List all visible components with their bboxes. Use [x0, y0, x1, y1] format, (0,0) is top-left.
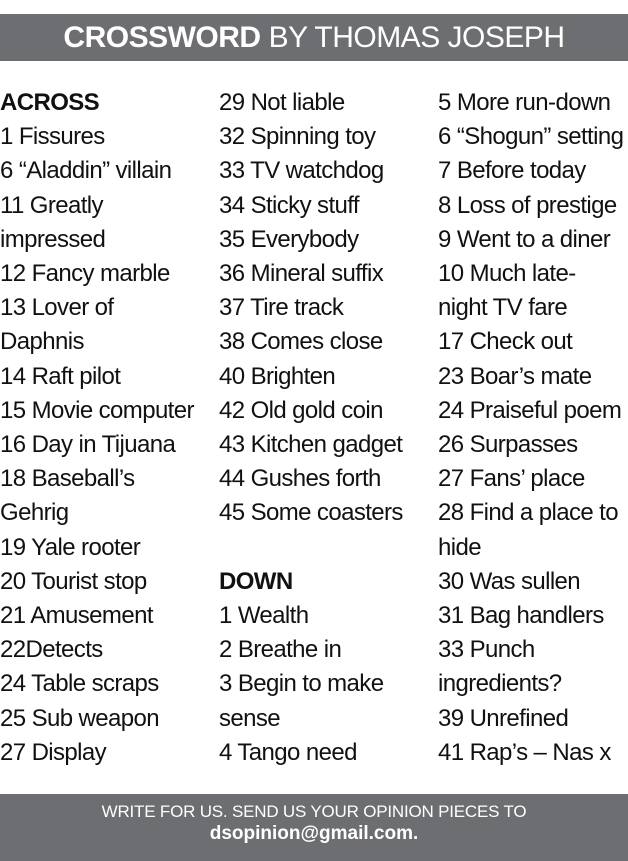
clue-line: hide	[438, 533, 481, 561]
section-heading: ACROSS	[0, 89, 100, 116]
clue-line: 1 Fissures	[0, 123, 105, 151]
clue-line: 27 Display	[0, 738, 107, 766]
clue-line: 21 Amusement	[0, 602, 153, 630]
clue-line: 8 Loss of prestige	[438, 191, 617, 219]
clue-line: 15 Movie computer	[0, 396, 194, 424]
clue-line: sense	[219, 704, 281, 732]
footer-email[interactable]: dsopinion@gmail.com.	[209, 823, 419, 844]
clue-line: 36 Mineral suffix	[219, 260, 384, 288]
clue-line: 34 Sticky stuff	[219, 191, 359, 219]
clue-line: 26 Surpasses	[438, 431, 578, 459]
clue-line: 38 Comes close	[219, 328, 383, 356]
clue-line: Gehrig	[0, 499, 69, 527]
clue-line: 14 Raft pilot	[0, 362, 121, 390]
clue-line: 33 TV watchdog	[219, 157, 384, 185]
clue-line: 4 Tango need	[219, 738, 357, 766]
title-bold: CROSSWORD	[63, 20, 261, 54]
clue-line: 18 Baseball’s	[0, 465, 135, 493]
footer-text: WRITE FOR US. SEND US YOUR OPINION PIECES TO	[101, 802, 527, 821]
clue-line: 27 Fans’ place	[438, 465, 585, 493]
clue-line: 24 Table scraps	[0, 670, 159, 698]
clue-line: ingredients?	[438, 670, 562, 698]
clue-line: 13 Lover of	[0, 294, 114, 322]
clue-line: 9 Went to a diner	[438, 225, 611, 253]
clue-line: 23 Boar’s mate	[438, 362, 592, 390]
clue-line: 6 “Aladdin” villain	[0, 157, 172, 185]
clue-line: 19 Yale rooter	[0, 533, 141, 561]
clue-line: 35 Everybody	[219, 225, 359, 253]
section-heading: DOWN	[219, 567, 293, 595]
clue-line: 20 Tourist stop	[0, 567, 147, 595]
clue-line: 29 Not liable	[219, 89, 345, 116]
clue-line: 25 Sub weapon	[0, 704, 160, 732]
clue-line: 5 More run-down	[438, 89, 611, 116]
clue-line: night TV fare	[438, 294, 568, 322]
footer-banner	[0, 794, 628, 861]
clue-line: 1 Wealth	[219, 602, 309, 630]
clue-line: impressed	[0, 225, 106, 253]
clue-line: 30 Was sullen	[438, 567, 581, 595]
clue-line	[219, 531, 434, 565]
clue-line: 17 Check out	[438, 328, 573, 356]
clue-line: 31 Bag handlers	[438, 602, 604, 630]
clue-line: 12 Fancy marble	[0, 260, 170, 288]
clue-column-3	[438, 86, 628, 770]
clue-line: 37 Tire track	[219, 294, 344, 322]
clue-line: 11 Greatly	[0, 191, 103, 219]
clue-line: 32 Spinning toy	[219, 123, 376, 151]
clue-line: Daphnis	[0, 328, 84, 356]
clue-line: 22Detects	[0, 636, 103, 664]
clue-line: 39 Unrefined	[438, 704, 569, 732]
clue-line: 6 “Shogun” setting	[438, 123, 624, 151]
clue-line: 24 Praiseful poem	[438, 396, 622, 424]
clue-line: 41 Rap’s – Nas x	[438, 738, 611, 766]
clue-line: 33 Punch	[438, 636, 535, 664]
clue-line: 3 Begin to make	[219, 670, 384, 698]
clue-column-2	[219, 86, 434, 770]
clue-line: 10 Much late-	[438, 260, 576, 288]
page-title	[0, 14, 628, 61]
clue-line: 2 Breathe in	[219, 636, 342, 664]
clue-line: 42 Old gold coin	[219, 396, 383, 424]
clue-line: 28 Find a place to	[438, 499, 618, 527]
clue-line: 16 Day in Tijuana	[0, 431, 176, 459]
clue-line: 44 Gushes forth	[219, 465, 381, 493]
clue-line: 43 Kitchen gadget	[219, 431, 403, 459]
clue-column-1	[0, 86, 215, 770]
clue-line: 7 Before today	[438, 157, 586, 185]
title-byline: BY THOMAS JOSEPH	[268, 20, 565, 54]
clue-line: 45 Some coasters	[219, 499, 403, 527]
clue-line: 40 Brighten	[219, 362, 336, 390]
